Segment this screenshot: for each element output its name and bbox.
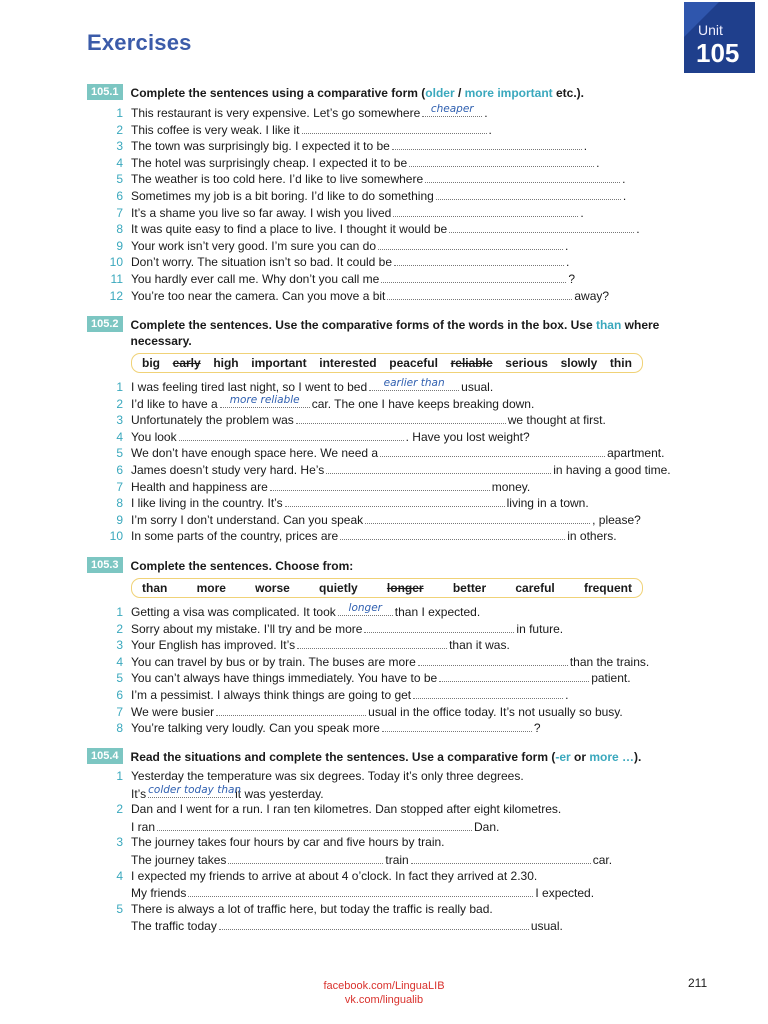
item-text-end: money. (491, 479, 531, 494)
item-text: Sometimes my job is a bit boring. I’d like to do something (131, 188, 434, 203)
answer-blank[interactable] (418, 654, 568, 666)
exercise-105-1 (87, 84, 737, 304)
item-text-end: ? (568, 271, 576, 286)
answer-blank[interactable] (270, 479, 490, 491)
exercise-item (87, 122, 737, 139)
item-number: 3 (116, 413, 123, 428)
word-option: slowly (560, 356, 598, 370)
item-text: Unfortunately the problem was (131, 413, 294, 428)
exercise-item (87, 188, 737, 205)
answer-blank[interactable] (394, 254, 564, 266)
exercise-item (87, 604, 737, 621)
unit-label: Unit (698, 22, 723, 38)
answer-blank[interactable] (392, 138, 582, 150)
answer-blank[interactable] (436, 188, 621, 200)
word-option: frequent (583, 581, 632, 595)
handwritten-answer: earlier than (383, 377, 445, 389)
item-text: Your English has improved. It’s (131, 638, 296, 653)
answer-blank[interactable] (393, 205, 578, 217)
item-text-end: train (385, 852, 409, 867)
word-option: careful (515, 581, 555, 595)
item-text-end: . (596, 155, 600, 170)
item-number: 4 (116, 429, 123, 444)
answer-blank[interactable] (439, 670, 589, 682)
item-number: 10 (109, 255, 123, 270)
item-number: 2 (116, 396, 123, 411)
exercise-answer-line (87, 852, 737, 869)
answer-blank[interactable] (409, 155, 594, 167)
exercise-item (87, 288, 737, 305)
item-text: Sorry about my mistake. I’ll try and be more (131, 621, 363, 636)
item-text: I was feeling tired last night, so I went to bed (131, 380, 368, 394)
item-text-end: than it was. (449, 638, 510, 653)
item-text: The weather is too cold here. I’d like to live somewhere (131, 172, 424, 187)
word-option: more (196, 581, 226, 595)
exercise-item (87, 271, 737, 288)
exercise-instruction: Read the situations and complete the sentences. Use a comparative form (-er or more …). (130, 750, 642, 764)
item-number: 4 (116, 155, 123, 170)
exercise-105-3 (87, 557, 737, 737)
item-text: We don’t have enough space here. We need a (131, 446, 379, 461)
situation-text: I expected my friends to arrive at about 4 o’clock. In fact they arrived at 2.30. (131, 868, 538, 883)
item-text-end: . (566, 255, 570, 270)
answer-blank[interactable] (179, 429, 404, 441)
item-text: The journey takes (131, 852, 227, 867)
footer-link-vk[interactable]: vk.com/lingualib (344, 994, 424, 1006)
answer-blank[interactable] (216, 704, 366, 716)
item-text: You can travel by bus or by train. The buses are more (131, 654, 416, 669)
word-option: high (213, 356, 239, 370)
answer-blank[interactable] (302, 122, 487, 134)
exercise-item (87, 254, 737, 271)
answer-blank[interactable] (285, 495, 505, 507)
answer-blank[interactable] (340, 528, 565, 540)
item-number: 6 (116, 188, 123, 203)
answer-blank[interactable] (387, 288, 572, 300)
item-text-end: . Have you lost weight? (405, 429, 530, 444)
answer-blank[interactable] (369, 379, 459, 391)
exercise-item (87, 512, 737, 529)
item-text-end: usual. (530, 919, 563, 934)
item-text: Getting a visa was complicated. It took (131, 605, 336, 619)
item-text: It was quite easy to find a place to live. I thought it would be (131, 222, 448, 237)
item-text: This coffee is very weak. I like it (131, 122, 300, 137)
answer-blank[interactable] (326, 462, 551, 474)
item-number: 12 (109, 288, 123, 303)
exercise-badge: 105.2 (87, 316, 123, 332)
item-text-end: in having a good time. (553, 462, 671, 477)
item-number: 5 (116, 901, 123, 916)
exercise-item (87, 393, 737, 413)
exercise-badge: 105.3 (87, 557, 123, 573)
word-option: thin (609, 356, 632, 370)
item-text: In some parts of the country, prices are (131, 529, 339, 544)
page-number: 211 (688, 976, 708, 990)
item-text: I like living in the country. It’s (131, 496, 283, 511)
item-number: 6 (116, 687, 123, 702)
item-number: 9 (116, 512, 123, 527)
item-text: The town was surprisingly big. I expected it to be (131, 139, 390, 154)
item-text: You hardly ever call me. Why don’t you call me (131, 271, 380, 286)
answer-blank-2[interactable] (411, 852, 591, 864)
exercise-item (87, 495, 737, 512)
answer-blank[interactable] (449, 221, 634, 233)
item-text: It’s (131, 786, 147, 801)
item-text-end: than the trains. (569, 654, 650, 669)
item-number: 6 (116, 462, 123, 477)
word-option: quietly (319, 581, 358, 595)
item-text-end: patient. (591, 671, 631, 686)
exercise-item (87, 221, 737, 238)
item-number: 2 (116, 122, 123, 137)
item-number: 5 (116, 446, 123, 461)
unit-badge (684, 2, 755, 73)
item-text-end: than I expected. (394, 605, 481, 619)
exercise-item (87, 205, 737, 222)
item-number: 2 (116, 621, 123, 636)
item-number: 1 (116, 605, 123, 619)
item-number: 4 (116, 654, 123, 669)
item-text-end-2: car. (592, 852, 613, 867)
item-text-end: . (622, 188, 627, 203)
item-text: The traffic today (131, 919, 217, 934)
exercise-item (87, 379, 737, 396)
item-number: 9 (116, 238, 123, 253)
exercise-item (87, 687, 737, 704)
item-text: I ran (131, 819, 156, 834)
exercise-badge: 105.4 (87, 748, 123, 764)
item-number: 7 (116, 704, 123, 719)
exercise-instruction: Complete the sentences using a comparative form (older / more important etc.). (130, 86, 584, 100)
exercise-item (87, 869, 737, 886)
item-number: 8 (116, 222, 123, 237)
item-text-end: . (565, 687, 569, 702)
word-option: peaceful (389, 356, 438, 370)
item-text-end: . (622, 172, 626, 187)
item-text-end: car. The one I have keeps breaking down. (311, 396, 535, 411)
item-number: 5 (116, 671, 123, 686)
item-text: James doesn’t study very hard. He’s (131, 462, 325, 477)
item-text-end: usual in the office today. It’s not usually so busy. (368, 704, 623, 719)
item-text-end: . (636, 222, 640, 237)
item-text: You’re talking very loudly. Can you speak more (131, 721, 380, 736)
handwritten-answer: more reliable (229, 393, 300, 406)
item-text-end: in others. (567, 529, 617, 544)
answer-blank[interactable] (413, 687, 563, 699)
item-text-end: ? (533, 721, 541, 736)
item-text: Your work isn’t very good. I’m sure you can do (131, 238, 377, 253)
item-number: 8 (116, 721, 123, 736)
exercise-item (87, 429, 737, 446)
item-text: We were busier (131, 704, 215, 719)
answer-blank[interactable] (382, 720, 532, 732)
item-number: 3 (116, 835, 123, 850)
item-text-end: , please? (592, 512, 641, 527)
word-option: serious (505, 356, 548, 370)
exercise-item (87, 621, 737, 638)
item-text: You’re too near the camera. Can you move a bit (131, 288, 386, 303)
answer-blank[interactable] (157, 819, 472, 831)
unit-number: 105 (696, 38, 740, 68)
item-text: My friends (131, 886, 187, 901)
item-text-end: I expected. (535, 886, 595, 901)
item-text-end: . (580, 205, 584, 220)
exercise-item (87, 412, 737, 429)
item-text-end: living in a town. (506, 496, 589, 511)
item-number: 3 (116, 139, 123, 154)
situation-text: Dan and I went for a run. I ran ten kilometres. Dan stopped after eight kilometres. (131, 802, 562, 817)
exercise-instruction: Complete the sentences. Use the comparative forms of the words in the box. Use than where necessary. (130, 318, 660, 348)
item-text: I’m sorry I don’t understand. Can you speak (131, 512, 364, 527)
exercise-answer-line (87, 885, 737, 902)
answer-blank[interactable] (297, 637, 447, 649)
exercise-badge: 105.1 (87, 84, 123, 100)
exercise-item (87, 445, 737, 462)
item-number: 1 (116, 380, 123, 394)
answer-blank[interactable] (296, 412, 506, 424)
exercise-105-2 (87, 316, 737, 545)
exercise-item (87, 105, 737, 122)
answer-blank[interactable] (381, 271, 566, 283)
answer-blank[interactable] (364, 621, 514, 633)
item-text-end: we thought at first. (507, 413, 606, 428)
item-text: I’d like to have a (131, 396, 218, 411)
exercise-item (87, 155, 737, 172)
item-number: 8 (116, 496, 123, 511)
item-text: It’s a shame you live so far away. I wish you lived (131, 205, 392, 220)
page-title: Exercises (87, 30, 192, 55)
answer-blank[interactable] (380, 445, 605, 457)
item-text: This restaurant is very expensive. Let’s go somewhere (131, 106, 421, 120)
situation-text: Yesterday the temperature was six degrees. Today it’s only three degrees. (131, 769, 524, 783)
item-text: You look (131, 429, 177, 444)
situation-text: The journey takes four hours by car and five hours by train. (131, 835, 445, 850)
answer-blank[interactable] (188, 885, 533, 897)
word-option: important (251, 356, 307, 370)
exercise-item (87, 479, 737, 496)
item-number: 7 (116, 205, 123, 220)
answer-blank[interactable] (220, 393, 310, 408)
word-option: early (172, 356, 201, 370)
item-text-end: usual. (461, 380, 494, 394)
exercise-instruction: Complete the sentences. Choose from: (130, 559, 354, 573)
exercise-item (87, 720, 737, 737)
word-option: longer (386, 581, 424, 595)
handwritten-answer: longer (348, 602, 382, 614)
item-number: 4 (116, 868, 123, 883)
word-box (131, 353, 643, 373)
item-text: Don’t worry. The situation isn’t so bad. It could be (131, 255, 393, 270)
exercise-item (87, 654, 737, 671)
exercise-item (87, 835, 737, 852)
item-text-end: in future. (516, 621, 564, 636)
item-text-end: away? (574, 288, 610, 303)
item-text-end: it was yesterday. (235, 786, 324, 801)
item-number: 2 (116, 802, 123, 817)
handwritten-answer: cheaper (430, 103, 474, 115)
situation-text: There is always a lot of traffic here, but today the traffic is really bad. (131, 901, 493, 916)
exercise-item (87, 171, 737, 188)
answer-blank[interactable] (378, 238, 563, 250)
item-number: 3 (116, 638, 123, 653)
exercise-item (87, 802, 737, 819)
item-number: 7 (116, 479, 123, 494)
item-text-end: apartment. (607, 446, 665, 461)
answer-blank[interactable] (422, 105, 482, 117)
word-option: than (142, 581, 168, 595)
answer-blank[interactable] (228, 852, 383, 864)
item-number: 5 (116, 172, 123, 187)
exercise-item (87, 670, 737, 687)
item-text: You can’t always have things immediately. You have to be (131, 671, 438, 686)
word-option: better (452, 581, 487, 595)
exercise-item (87, 138, 737, 155)
exercise-item (87, 902, 737, 919)
word-option: reliable (450, 356, 493, 370)
exercise-105-4 (87, 748, 737, 935)
exercise-item (87, 238, 737, 255)
footer-link-facebook[interactable]: facebook.com/LinguaLIB (323, 980, 445, 992)
item-text-end: . (484, 106, 488, 120)
answer-blank[interactable] (338, 604, 393, 616)
item-text: I’m a pessimist. I always think things are going to get (131, 687, 412, 702)
item-text-end: . (488, 122, 492, 137)
item-number: 10 (109, 529, 123, 544)
word-option: worse (255, 581, 290, 595)
handwritten-answer: colder today than (148, 783, 242, 796)
exercise-item (87, 528, 737, 545)
exercise-answer-line (87, 819, 737, 836)
item-text-end: . (565, 238, 569, 253)
item-text-end: Dan. (474, 819, 500, 834)
answer-blank[interactable] (425, 171, 620, 183)
item-text: The hotel was surprisingly cheap. I expected it to be (131, 155, 408, 170)
answer-blank[interactable] (148, 783, 242, 798)
item-text: Health and happiness are (131, 479, 268, 494)
exercise-answer-line (87, 783, 737, 803)
item-number: 11 (110, 271, 123, 286)
word-option: big (142, 356, 160, 370)
item-number: 1 (116, 769, 123, 783)
word-box (131, 578, 643, 598)
item-number: 1 (116, 106, 123, 120)
answer-blank[interactable] (365, 512, 590, 524)
exercise-item (87, 704, 737, 721)
item-text-end: . (583, 139, 588, 154)
exercise-answer-line (87, 918, 737, 935)
answer-blank[interactable] (219, 918, 529, 930)
exercise-item (87, 462, 737, 479)
word-option: interested (319, 356, 377, 370)
exercise-item (87, 637, 737, 654)
